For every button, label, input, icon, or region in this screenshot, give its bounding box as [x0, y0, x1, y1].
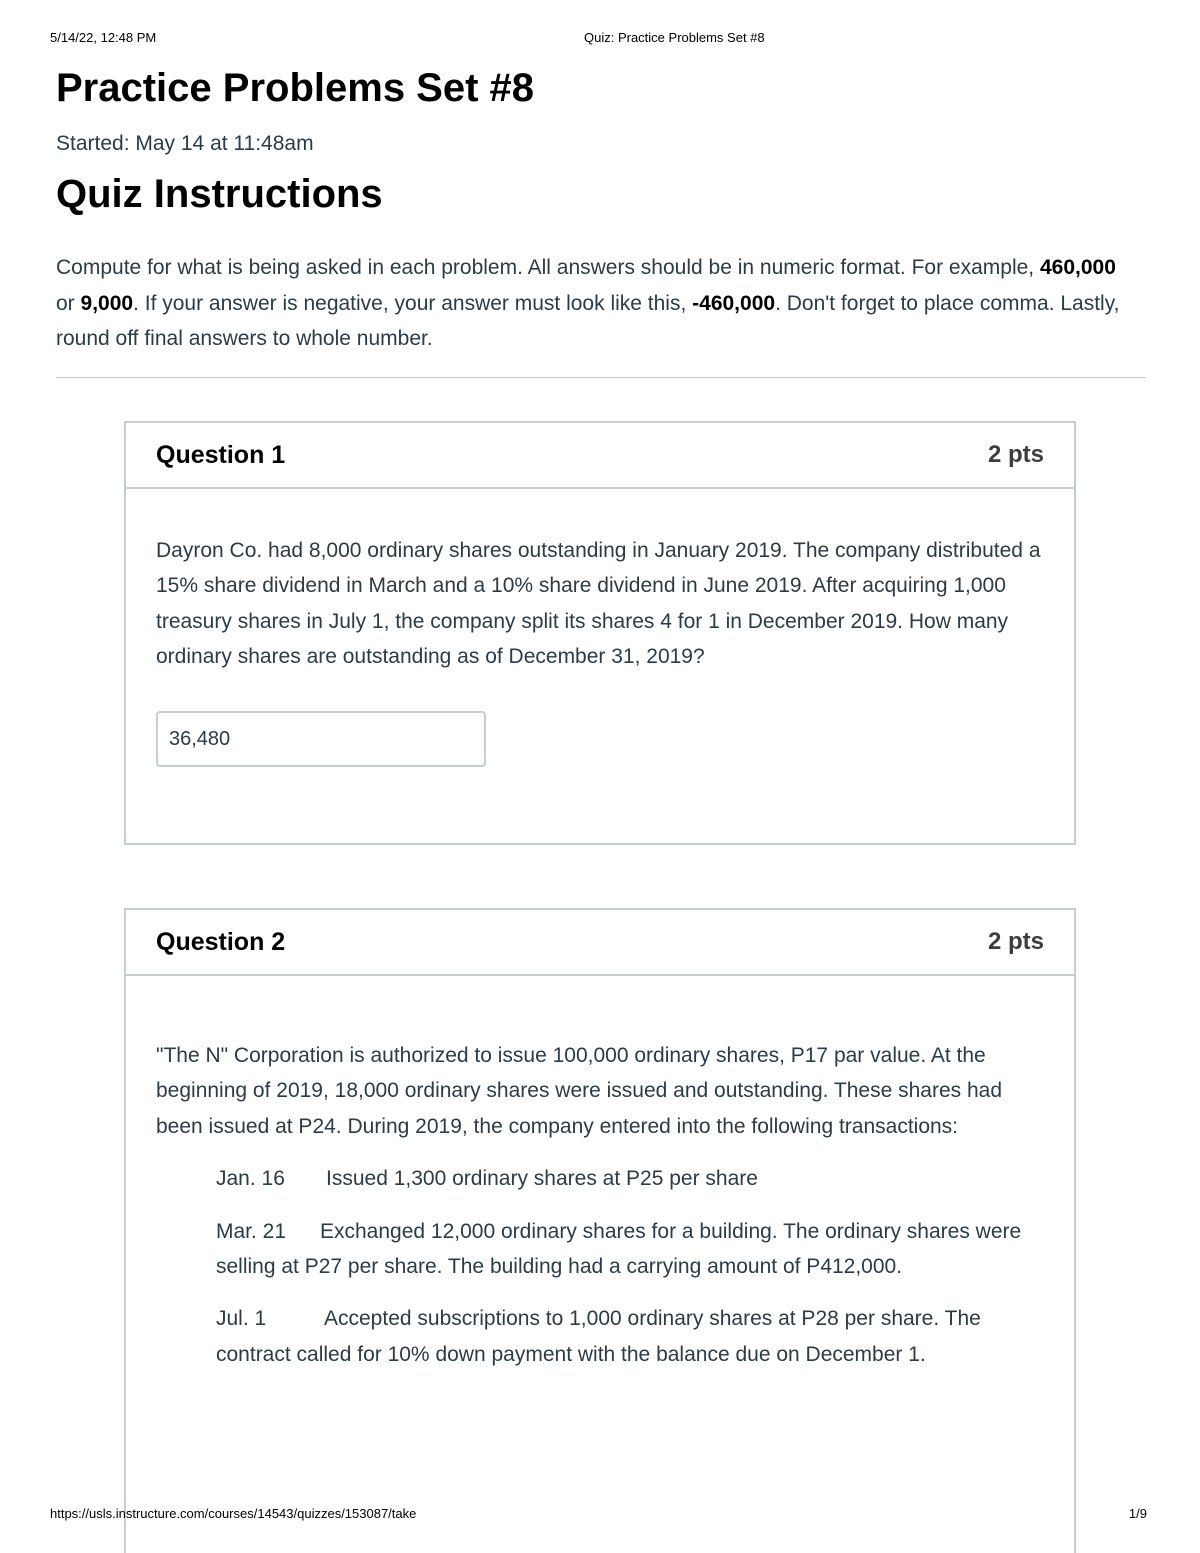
question-points: 2 pts [987, 928, 1044, 955]
quiz-content [56, 62, 1146, 357]
instructions-part2: or [56, 291, 81, 315]
transaction-date: Mar. 21 [216, 1219, 287, 1243]
question-body [126, 489, 1074, 767]
question-card-1 [124, 421, 1076, 845]
print-footer [0, 1506, 1200, 1526]
question-title: Question 1 [156, 441, 286, 469]
transaction-date: Jul. 1 [216, 1307, 267, 1331]
instructions-part3: . If your answer is negative, your answer must look like this, [133, 291, 693, 315]
print-header [0, 30, 1200, 50]
instructions-part4: . Don't forget to place comma. Lastly, round off final answers to whole number. [56, 291, 1120, 350]
transaction-description: Accepted subscriptions to 1,000 ordinary shares at P28 per share. The contract called for 10% down payment with the balance due on December 1. [216, 1307, 981, 1366]
page-number: 1/9 [1128, 1506, 1147, 1521]
question-header [126, 423, 1074, 489]
instructions-heading: Quiz Instructions [56, 172, 383, 216]
started-timestamp: Started: May 14 at 11:48am [56, 132, 314, 155]
transaction-date: Jan. 16 [216, 1167, 285, 1191]
instructions-example-3: -460,000 [692, 291, 776, 315]
question-body [126, 976, 1074, 1372]
question-text: "The N" Corporation is authorized to issue 100,000 ordinary shares, P17 par value. At the beginning of 2019, 18,000 ordinary shares were issued and outstanding. These shares had been issued at P24. During 2019, the company entered into the following transactions: [156, 1044, 1003, 1138]
page-title: Practice Problems Set #8 [56, 66, 535, 110]
transaction-item [216, 1161, 1044, 1196]
section-divider [56, 377, 1146, 378]
instructions-part1: Compute for what is being asked in each problem. All answers should be in numeric format. For example, [56, 256, 1040, 279]
transaction-description: Issued 1,300 ordinary shares at P25 per share [326, 1167, 758, 1191]
transaction-item [216, 1301, 1044, 1372]
question-text: Dayron Co. had 8,000 ordinary shares outstanding in January 2019. The company distributed a 15% share dividend in March and a 10% share dividend in June 2019. After acquiring 1,000 treasury shares in July 1, the company split its shares 4 for 1 in December 2019. How many ordinary shares are outstanding as of December 31, 2019? [156, 539, 1041, 669]
instructions-example-1: 460,000 [1039, 256, 1116, 279]
page-url: https://usls.instructure.com/courses/14543/quizzes/153087/take [50, 1506, 417, 1521]
print-datetime: 5/14/22, 12:48 PM [50, 30, 157, 45]
question-card-2 [124, 908, 1076, 1553]
question-title: Question 2 [156, 928, 286, 956]
print-doc-title: Quiz: Practice Problems Set #8 [584, 30, 765, 45]
instructions-text [56, 250, 1136, 357]
question-points: 2 pts [987, 441, 1044, 468]
question-header [126, 910, 1074, 976]
answer-input[interactable]: 36,480 [156, 711, 486, 767]
transaction-description: Exchanged 12,000 ordinary shares for a building. The ordinary shares were selling at P27 per share. The building had a carrying amount of P412,000. [216, 1219, 1022, 1279]
instructions-example-2: 9,000 [80, 291, 134, 315]
transaction-item [216, 1214, 1044, 1285]
